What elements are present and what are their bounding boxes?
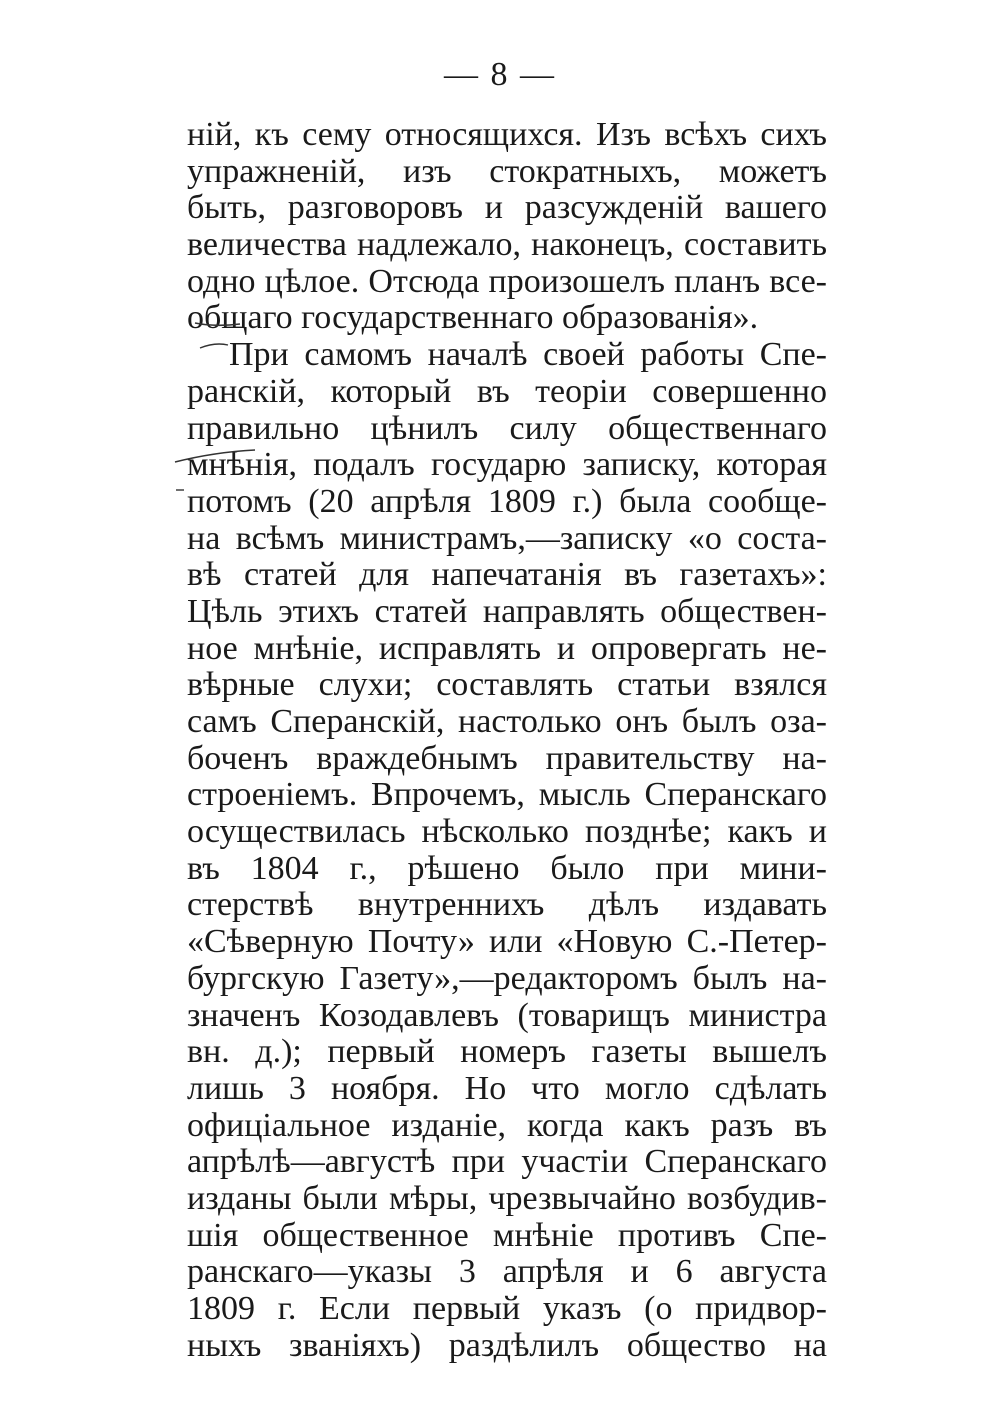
text-line: лишь 3 ноября. Но что могло сдѣлать: [187, 1070, 827, 1107]
text-line: ранскій, который въ теоріи совершенно: [187, 373, 827, 410]
text-line: 1809 г. Если первый указъ (о придвор-: [187, 1291, 827, 1327]
text-line: правильно цѣнилъ силу общественнаго: [187, 410, 827, 447]
text-line: общаго государственнаго образованія».: [187, 300, 759, 337]
text-line: самъ Сперанскій, настолько онъ былъ оза-: [187, 704, 827, 740]
text-line: осуществилась нѣсколько позднѣе; какъ и: [187, 814, 827, 851]
text-line: «Сѣверную Почту» или «Новую С.-Петер-: [187, 924, 827, 961]
text-line: При самомъ началѣ своей работы Спе-: [229, 337, 827, 374]
text-line: апрѣлѣ—августѣ при участіи Сперанскаго: [187, 1144, 827, 1181]
text-line: значенъ Козодавлевъ (товарищъ министра: [187, 997, 827, 1034]
text-line: быть, разговоровъ и разсужденій вашего: [187, 190, 827, 227]
text-line: бургскую Газету»,—редакторомъ былъ на-: [187, 960, 827, 997]
text-line: въ 1804 г., рѣшено было при мини-: [187, 850, 827, 887]
text-line: шія общественное мнѣніе противъ Спе-: [187, 1217, 827, 1254]
page-number: — 8 —: [444, 56, 556, 93]
text-line: величества надлежало, наконецъ, составить: [187, 227, 827, 264]
text-line: мнѣнія, подалъ государю записку, которая: [187, 447, 827, 484]
text-line: Цѣль этихъ статей направлять обществен-: [187, 593, 827, 630]
text-line: на всѣмъ министрамъ,—записку «о соста-: [187, 520, 827, 557]
text-line: упражненій, изъ стократныхъ, можетъ: [187, 153, 827, 190]
text-line: вѣрные слухи; составлять статьи взялся: [187, 667, 827, 704]
text-line: стерствѣ внутреннихъ дѣлъ издавать: [187, 887, 827, 924]
text-line: ныхъ званіяхъ) раздѣлилъ общество на: [187, 1327, 827, 1364]
text-line: боченъ враждебнымъ правительству на-: [187, 740, 827, 777]
text-line: одно цѣлое. Отсюда произошелъ планъ все-: [187, 263, 827, 300]
text-line: ранскаго—указы 3 апрѣля и 6 августа: [187, 1254, 827, 1291]
text-line: вѣ статей для напечатанія въ газетахъ»:: [187, 557, 827, 594]
text-line: изданы были мѣры, чрезвычайно возбудив-: [187, 1180, 827, 1217]
text-line: офиціальное изданіе, когда какъ разъ въ: [187, 1107, 827, 1144]
text-line: ное мнѣніе, исправлять и опровергать не-: [187, 630, 827, 667]
text-line: строеніемъ. Впрочемъ, мысль Сперанскаго: [187, 777, 827, 814]
body-text: [187, 117, 827, 1364]
text-line: ній, къ сему относящихся. Изъ всѣхъ сихъ: [187, 117, 827, 153]
text-line: потомъ (20 апрѣля 1809 г.) была сообще-: [187, 483, 827, 520]
text-line: вн. д.); первый номеръ газеты вышелъ: [187, 1034, 827, 1071]
